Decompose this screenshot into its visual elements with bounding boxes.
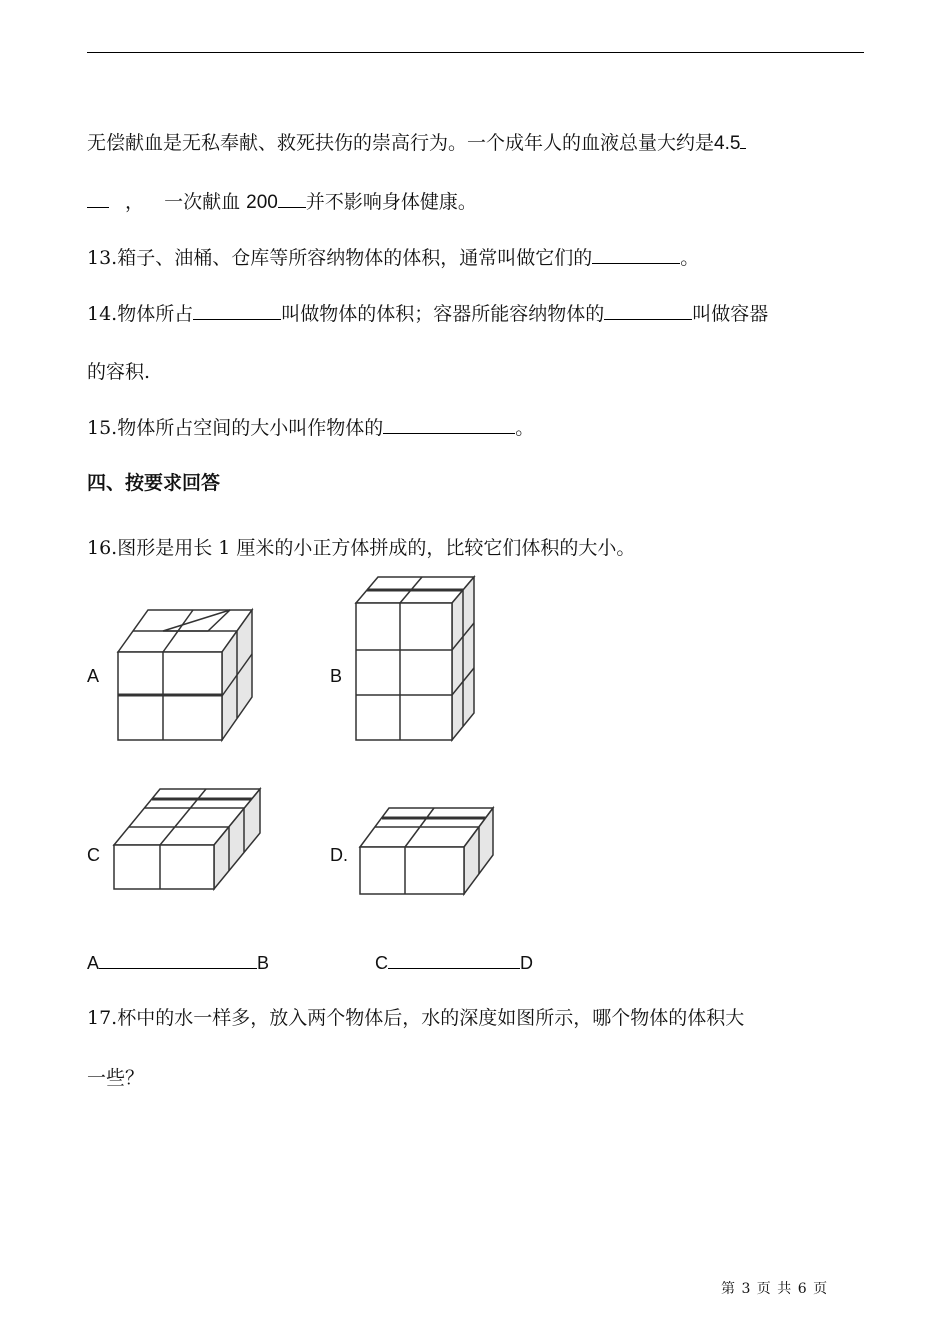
answer-label-d: D <box>520 953 534 973</box>
q15 <box>87 415 534 440</box>
figure-d-cubes <box>355 803 500 898</box>
q15-tail: 。 <box>515 417 535 439</box>
q12-text-2: 一次献血 <box>164 191 241 213</box>
q17-line2: 一些？ <box>87 1067 145 1089</box>
figure-label-c: C <box>87 845 100 865</box>
figure-a-cubes <box>110 605 260 747</box>
q14-line2: 的容积. <box>87 361 151 383</box>
q13-text: 13.箱子、油桶、仓库等所容纳物体的体积，通常叫做它们的 <box>87 247 593 269</box>
figure-label-b: B <box>330 666 343 686</box>
figure-label-a: A <box>87 666 100 686</box>
q12-text: 无偿献血是无私奉献、救死扶伤的崇高行为。一个成年人的血液总量大约是 <box>87 132 715 154</box>
q12-num-blood: 4.5 <box>714 133 741 154</box>
answer-blank-ab <box>99 950 257 969</box>
q15-text: 15.物体所占空间的大小叫作物体的 <box>87 417 384 439</box>
q13-tail: 。 <box>680 247 700 269</box>
q14-line1 <box>87 301 768 326</box>
q16-answer-line <box>87 950 533 975</box>
q12-blank-1b <box>87 189 109 208</box>
q16-text: 16.图形是用长 1 厘米的小正方体拼成的，比较它们体积的大小。 <box>87 537 636 559</box>
page-footer: 第 3 页 共 6 页 <box>721 1281 829 1297</box>
q14-blank-2 <box>604 301 692 320</box>
answer-label-c: C <box>375 953 389 973</box>
q17-line1: 17.杯中的水一样多，放入两个物体后，水的深度如图所示，哪个物体的体积大 <box>87 1007 745 1029</box>
q14-text-a: 14.物体所占 <box>87 303 194 325</box>
q14-text-c: 叫做容器 <box>692 303 769 325</box>
q13 <box>87 245 699 270</box>
answer-label-a: A <box>87 953 100 973</box>
q12-line1 <box>87 130 746 156</box>
q12-blank-2 <box>278 189 306 208</box>
header-rule <box>87 52 864 53</box>
answer-blank-cd <box>388 950 520 969</box>
figure-label-d: D. <box>330 845 348 865</box>
section-title: 四、按要求回答 <box>87 472 221 494</box>
figure-b-cubes <box>348 573 483 748</box>
q12-tail: 并不影响身体健康。 <box>305 191 477 213</box>
q12-blank-1a <box>740 130 746 149</box>
q13-blank <box>592 245 680 264</box>
q14-text-b: 叫做物体的体积；容器所能容纳物体的 <box>281 303 605 325</box>
figure-c-cubes <box>108 785 268 895</box>
q12-comma: ， <box>125 191 145 213</box>
answer-label-b: B <box>257 953 270 973</box>
q15-blank <box>383 415 515 434</box>
q12-line2 <box>87 189 477 215</box>
q14-blank-1 <box>193 301 281 320</box>
q12-num-donate: 200 <box>246 192 278 213</box>
